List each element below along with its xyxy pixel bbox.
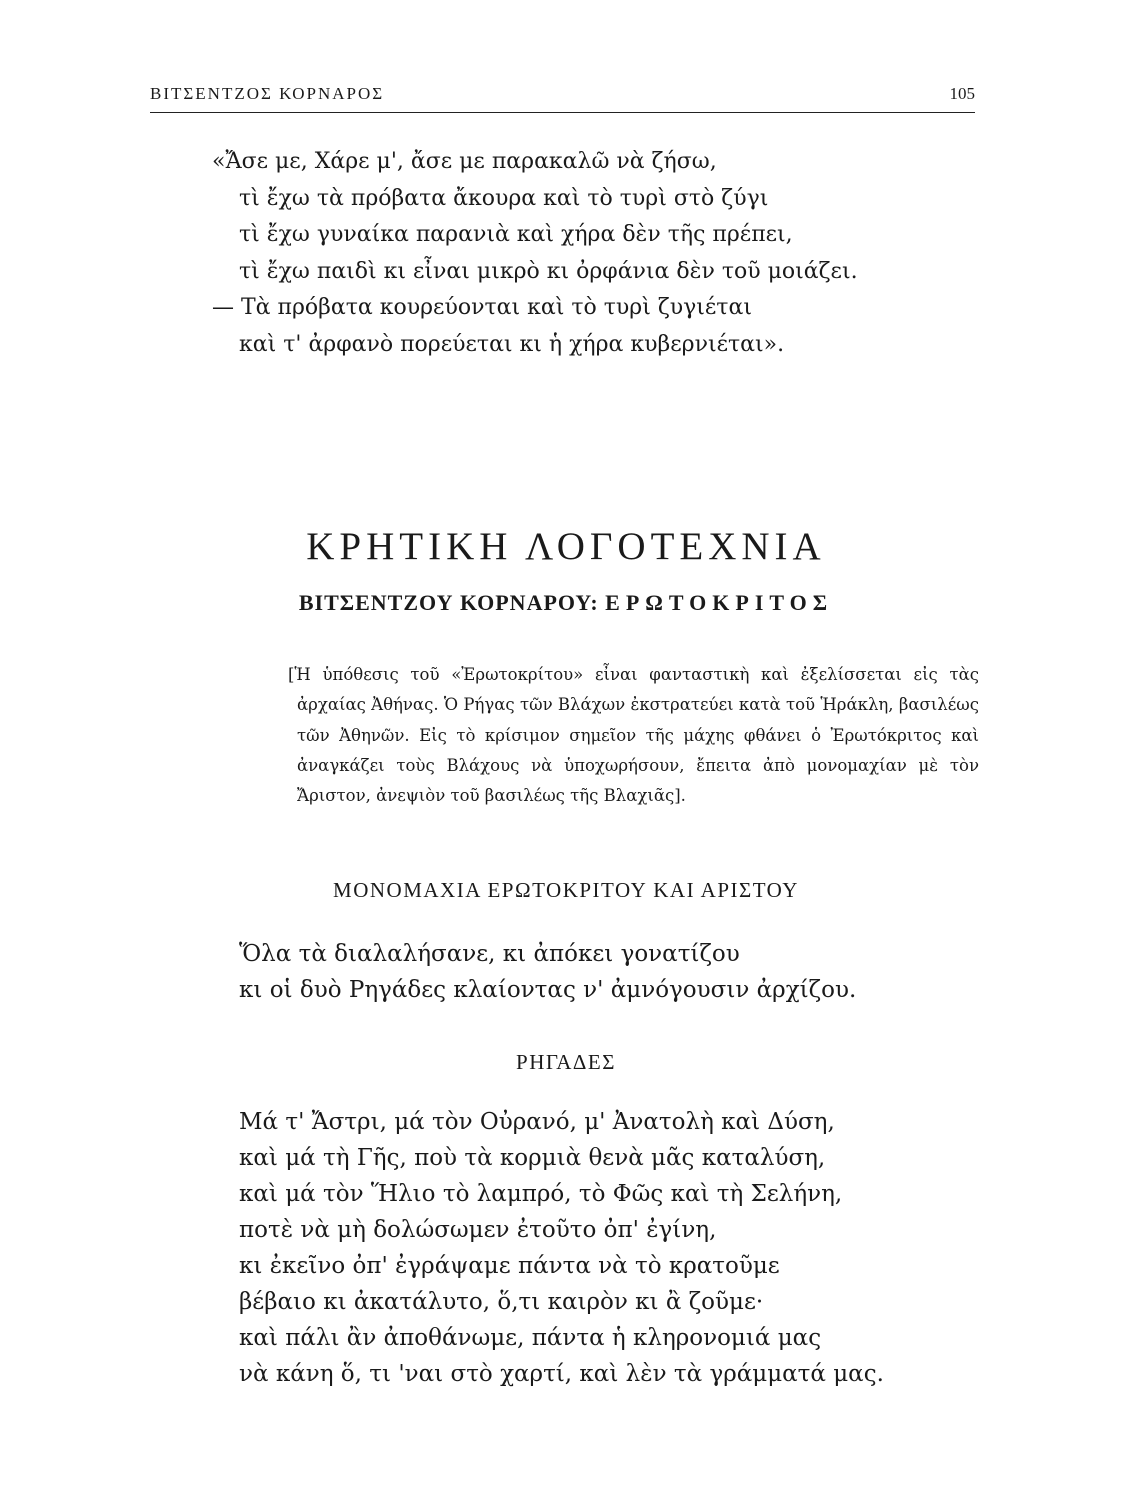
subtitle-work: ΕΡΩΤΟΚΡΙΤΟΣ xyxy=(605,590,834,615)
verse-line: καὶ μά τὸν Ἥλιο τὸ λαμπρό, τὸ Φῶς καὶ τὴ Σελήνη, xyxy=(239,1181,843,1207)
chapter-subtitle xyxy=(0,590,1132,616)
verse-line: καὶ τ' ἀρφανὸ πορεύεται κι ἡ χήρα κυβερνιέται». xyxy=(239,331,785,357)
chapter-title: ΚΡΗΤΙΚΗ ΛΟΓΟΤΕΧΝΙΑ xyxy=(306,525,826,569)
verse-line: κι οἱ δυὸ Ρηγάδες κλαίοντας ν' ἀμνόγουσιν ἀρχίζου. xyxy=(239,977,857,1003)
section-heading-kings: ΡΗΓΑΔΕΣ xyxy=(516,1050,616,1074)
verse-line: ποτὲ νὰ μὴ δολώσωμεν ἐτοῦτο ὀπ' ἐγίνη, xyxy=(239,1217,717,1243)
verse-line: Ὅλα τὰ διαλαλήσανε, κι ἀπόκει γονατίζου xyxy=(239,941,740,967)
verse-line: καὶ μά τὴ Γῆς, ποὺ τὰ κορμιὰ θενὰ μᾶς καταλύση, xyxy=(239,1145,826,1171)
section-heading-duel: ΜΟΝΟΜΑΧΙΑ ΕΡΩΤΟΚΡΙΤΟΥ ΚΑΙ ΑΡΙΣΤΟΥ xyxy=(333,878,799,902)
verse-line: κι ἐκεῖνο ὀπ' ἐγράψαμε πάντα νὰ τὸ κρατοῦμε xyxy=(239,1253,780,1279)
verse-line: βέβαιο κι ἀκατάλυτο, ὅ,τι καιρὸν κι ἂ ζοῦμε· xyxy=(239,1289,764,1315)
verse-line: — Τὰ πρόβατα κουρεύονται καὶ τὸ τυρὶ ζυγιέται xyxy=(212,295,752,320)
plot-summary: [Ἡ ὑπόθεσις τοῦ «Ἐρωτοκρίτου» εἶναι φανταστικὴ καὶ ἐξελίσσεται εἰς τὰς ἀρχαίας Ἀθήνας. Ὁ Ρήγας τῶν Βλάχων ἐκστρατεύει κατὰ τοῦ Ἡράκλη, βασιλέως τῶν Ἀθηνῶν. Εἰς τὸ κρίσιμον σημεῖον τῆς μάχης φθάνει ὁ Ἐρωτόκριτος καὶ ἀναγκάζει τοὺς Βλάχους νὰ ὑποχωρήσουν, ἔπειτα ἀπὸ μονομαχίαν μὲ τὸν Ἄριστον, ἀνεψιὸν τοῦ βασιλέως τῆς Βλαχιᾶς]. xyxy=(288,665,979,806)
verse-line: τὶ ἔχω τὰ πρόβατα ἄκουρα καὶ τὸ τυρὶ στὸ ζύγι xyxy=(239,185,769,211)
verse-line: τὶ ἔχω γυναίκα παρανιὰ καὶ χήρα δὲν τῆς πρέπει, xyxy=(239,222,793,247)
opening-verse xyxy=(212,144,858,363)
verse-line: τὶ ἔχω παιδὶ κι εἶναι μικρὸ κι ὀρφάνια δὲν τοῦ μοιάζει. xyxy=(239,258,858,284)
verse-line: Μά τ' Ἄστρι, μά τὸν Οὐρανό, μ' Ἀνατολὴ καὶ Δύση, xyxy=(239,1109,835,1135)
duel-verse xyxy=(239,936,856,1008)
running-header xyxy=(150,76,975,113)
subtitle-author: ΒΙΤΣΕΝΤΖΟΥ ΚΟΡΝΑΡΟΥ: xyxy=(298,590,599,615)
verse-line: «Ἄσε με, Χάρε μ', ἄσε με παρακαλῶ νὰ ζήσω, xyxy=(212,149,717,174)
kings-verse xyxy=(239,1104,884,1392)
running-title: ΒΙΤΣΕΝΤΖΟΣ ΚΟΡΝΑΡΟΣ xyxy=(150,84,385,103)
verse-line: καὶ πάλι ἂν ἀποθάνωμε, πάντα ἡ κληρονομιά μας xyxy=(239,1325,822,1351)
verse-line: νὰ κάνη ὅ, τι 'ναι στὸ χαρτί, καὶ λὲν τὰ γράμματά μας. xyxy=(239,1361,884,1387)
page-number: 105 xyxy=(949,84,975,103)
